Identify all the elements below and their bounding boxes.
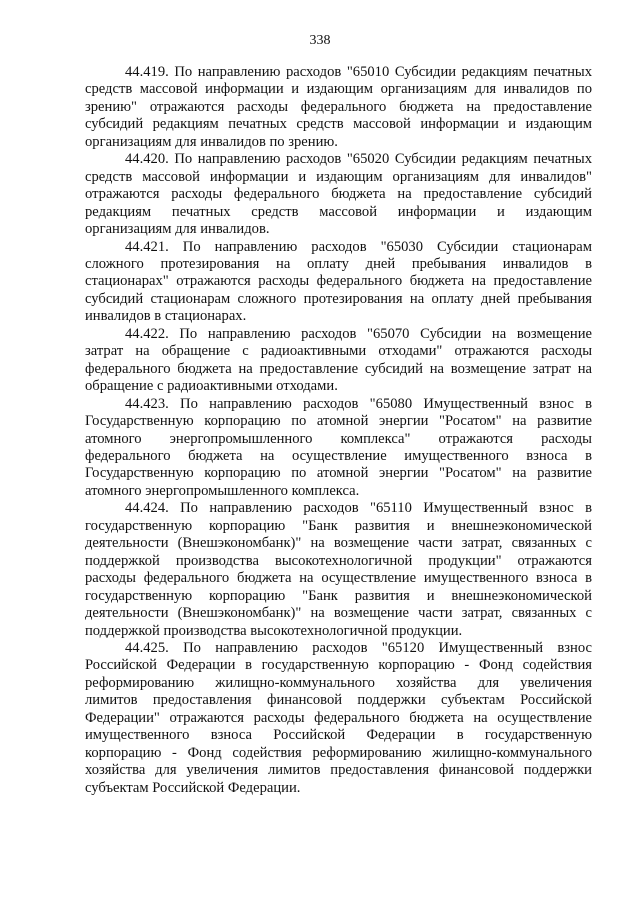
paragraph-line: лимитов предоставления финансовой поддержки субъектам Российской xyxy=(85,692,592,709)
paragraph-line: имущественного взноса Российской Федерации в государственную xyxy=(85,727,592,744)
paragraph-line: Федерации" отражаются расходы федерального бюджета на осуществление xyxy=(85,709,592,726)
paragraph-line: зрению" отражаются расходы федерального бюджета на предоставление xyxy=(85,98,592,115)
paragraph-line: отражаются расходы федерального бюджета на предоставление субсидий xyxy=(85,186,592,203)
paragraph xyxy=(85,326,592,396)
paragraph xyxy=(85,151,592,238)
paragraph-line: федерального бюджета на осуществление имущественного взноса в xyxy=(85,447,592,464)
paragraph-line: федерального бюджета на предоставление субсидий на возмещение затрат на xyxy=(85,360,592,377)
paragraph-line: обращение с радиоактивными отходами. xyxy=(85,378,338,395)
paragraph-line: средств массовой информации и издающим организациям для инвалидов по xyxy=(85,81,592,98)
paragraph-line: средств массовой информации и издающим организациям для инвалидов" xyxy=(85,168,592,185)
paragraph-line: государственную корпорацию "Банк развития и внешнеэкономической xyxy=(85,587,592,604)
paragraph-line: поддержкой производства высокотехнологичной продукции" отражаются xyxy=(85,552,592,569)
paragraph-line: Государственную корпорацию по атомной энергии "Росатом" на развитие xyxy=(85,465,592,482)
paragraph-line: расходы федерального бюджета на осуществление имущественного взноса в xyxy=(85,570,592,587)
paragraph-line: деятельности (Внешэкономбанк)" на возмещение части затрат, связанных с xyxy=(85,605,592,622)
paragraph xyxy=(85,500,592,640)
paragraph-line: сложного протезирования на оплату дней пребывания инвалидов в xyxy=(85,255,592,272)
paragraph-line: государственную корпорацию "Банк развития и внешнеэкономической xyxy=(85,517,592,534)
paragraph xyxy=(85,640,592,797)
paragraph-line: организациям для инвалидов по зрению. xyxy=(85,133,338,150)
paragraph-line: стационарах" отражаются расходы федерального бюджета на предоставление xyxy=(85,273,592,290)
paragraph-line: 44.423. По направлению расходов "65080 Имущественный взнос в xyxy=(125,395,592,412)
paragraph-line: 44.419. По направлению расходов "65010 Субсидии редакциям печатных xyxy=(125,64,592,80)
paragraph-line: 44.421. По направлению расходов "65030 Субсидии стационарам xyxy=(125,238,592,255)
paragraph-line: реформированию жилищно-коммунального хозяйства для увеличения xyxy=(85,674,592,691)
paragraph-line: организациям для инвалидов. xyxy=(85,221,270,238)
paragraph-line: субсидий стационарам сложного протезирования на оплату дней пребывания xyxy=(85,290,592,307)
paragraph-line: 44.422. По направлению расходов "65070 Субсидии на возмещение xyxy=(125,325,592,342)
paragraph-line: субъектам Российской Федерации. xyxy=(85,779,301,796)
paragraph-line: редакциям печатных средств массовой информации и издающим xyxy=(85,203,592,220)
paragraph-line: атомного энергопромышленного комплекса" отражаются расходы xyxy=(85,430,592,447)
paragraph xyxy=(85,239,592,326)
paragraph-line: корпорацию - Фонд содействия реформированию жилищно-коммунального xyxy=(85,744,592,761)
paragraph-line: 44.424. По направлению расходов "65110 Имущественный взнос в xyxy=(125,500,592,517)
paragraph-line: деятельности (Внешэкономбанк)" на возмещение части затрат, связанных с xyxy=(85,535,592,552)
paragraph xyxy=(85,64,592,151)
paragraph-line: 44.425. По направлению расходов "65120 Имущественный взнос xyxy=(125,639,592,656)
paragraph-line: поддержкой производства высокотехнологичной продукции. xyxy=(85,622,463,639)
document-body xyxy=(85,64,592,797)
paragraph-line: 44.420. По направлению расходов "65020 Субсидии редакциям печатных xyxy=(125,151,592,168)
page-number: 338 xyxy=(309,33,331,48)
paragraph-line: хозяйства для увеличения лимитов предоставления финансовой поддержки xyxy=(85,762,592,779)
paragraph xyxy=(85,396,592,501)
paragraph-line: затрат на обращение с радиоактивными отходами" отражаются расходы xyxy=(85,343,592,360)
paragraph-line: Российской Федерации в государственную корпорацию - Фонд содействия xyxy=(85,657,592,674)
paragraph-line: Государственную корпорацию по атомной энергии "Росатом" на развитие xyxy=(85,413,592,430)
paragraph-line: атомного энергопромышленного комплекса. xyxy=(85,482,360,499)
paragraph-line: субсидий редакциям печатных средств массовой информации и издающим xyxy=(85,116,592,133)
paragraph-line: инвалидов в стационарах. xyxy=(85,308,247,325)
